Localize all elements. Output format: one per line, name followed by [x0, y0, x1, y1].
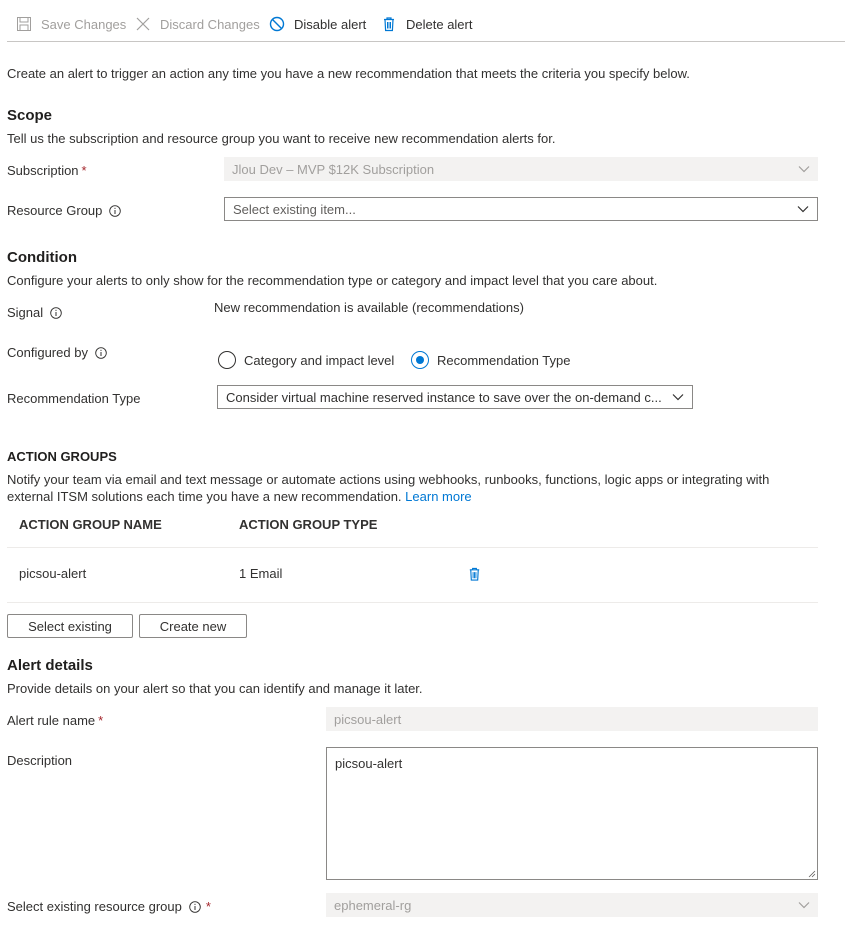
required-asterisk: *: [98, 713, 104, 728]
delete-alert-label: Delete alert: [406, 16, 473, 32]
alert-rule-name-label-text: Alert rule name: [7, 713, 96, 728]
info-icon[interactable]: [189, 901, 201, 913]
alert-rule-name-value: picsou-alert: [334, 711, 402, 727]
scope-heading: Scope: [7, 107, 53, 124]
radio-recommendation-type[interactable]: [411, 351, 570, 369]
select-resource-group-label: [7, 899, 211, 914]
action-groups-description: [7, 471, 837, 505]
subscription-value: Jlou Dev – MVP $12K Subscription: [232, 161, 435, 177]
radio-button-unchecked[interactable]: [218, 351, 236, 369]
action-group-type-cell: 1 Email: [239, 566, 283, 581]
scope-description: Tell us the subscription and resource group you want to receive new recommendation alerts for.: [7, 131, 556, 146]
subscription-label-text: Subscription: [7, 163, 79, 178]
discard-changes-label: Discard Changes: [160, 16, 260, 32]
info-icon[interactable]: [109, 205, 121, 217]
command-bar: [7, 8, 845, 42]
trash-icon[interactable]: [467, 566, 482, 582]
subscription-dropdown[interactable]: [224, 157, 818, 181]
chevron-down-icon: [798, 901, 810, 909]
select-resource-group-label-text: Select existing resource group: [7, 899, 182, 914]
resource-group-dropdown[interactable]: [224, 197, 818, 221]
disable-icon: [269, 16, 285, 32]
resource-group-label-text: Resource Group: [7, 203, 103, 218]
recommendation-type-label: Recommendation Type: [7, 391, 141, 406]
info-icon[interactable]: [95, 347, 107, 359]
chevron-down-icon: [797, 205, 809, 213]
recommendation-type-value: Consider virtual machine reserved instance to save over the on-demand c...: [226, 389, 662, 405]
table-row: [7, 548, 818, 602]
learn-more-link[interactable]: Learn more: [405, 489, 472, 504]
info-icon[interactable]: [50, 307, 62, 319]
resource-group-label: [7, 203, 121, 218]
description-label: Description: [7, 753, 73, 768]
save-changes-button[interactable]: [16, 14, 126, 34]
discard-changes-button[interactable]: [135, 14, 260, 34]
subscription-label: [7, 163, 87, 178]
condition-description: Configure your alerts to only show for the recommendation type or category and impact level that you care about.: [7, 273, 658, 288]
save-icon: [16, 16, 32, 32]
signal-label: [7, 305, 62, 320]
action-group-name-cell: picsou-alert: [19, 566, 87, 581]
trash-icon: [381, 16, 397, 32]
required-asterisk: *: [81, 163, 87, 178]
chevron-down-icon: [672, 393, 684, 401]
alert-details-description: Provide details on your alert so that you can identify and manage it later.: [7, 681, 423, 696]
signal-value: New recommendation is available (recommendations): [214, 300, 524, 315]
column-header-type: ACTION GROUP TYPE: [239, 517, 378, 532]
disable-alert-label: Disable alert: [294, 16, 367, 32]
table-divider: [7, 602, 818, 603]
signal-label-text: Signal: [7, 305, 44, 320]
condition-heading: Condition: [7, 249, 77, 266]
radio-button-checked[interactable]: [411, 351, 429, 369]
alert-rule-name-field[interactable]: [326, 707, 818, 731]
action-groups-desc-line1: Notify your team via email and text message or automate actions using webhooks, runbooks, functions, logic apps or integrating with: [7, 472, 770, 487]
action-groups-desc-line2: external ITSM solutions each time you have a new recommendation.: [7, 489, 402, 504]
select-existing-button[interactable]: Select existing: [7, 614, 133, 638]
alert-rule-name-label: [7, 713, 103, 728]
disable-alert-button[interactable]: [269, 14, 366, 34]
radio-type-label: Recommendation Type: [437, 352, 571, 368]
column-header-name: ACTION GROUP NAME: [19, 517, 162, 532]
create-new-button[interactable]: Create new: [139, 614, 247, 638]
resource-group-placeholder: Select existing item...: [233, 201, 356, 217]
intro-text: Create an alert to trigger an action any time you have a new recommendation that meets the criteria you specify below.: [7, 66, 690, 81]
resize-handle-icon[interactable]: [808, 870, 816, 878]
resource-group-select-value: ephemeral-rg: [334, 897, 412, 913]
configured-by-label-text: Configured by: [7, 345, 88, 360]
required-asterisk: *: [205, 899, 211, 914]
description-textarea[interactable]: [326, 747, 818, 880]
description-value: picsou-alert: [335, 756, 403, 771]
radio-category-label: Category and impact level: [244, 352, 395, 368]
resource-group-select-dropdown[interactable]: [326, 893, 818, 917]
alert-details-heading: Alert details: [7, 657, 93, 674]
save-changes-label: Save Changes: [41, 16, 127, 32]
close-icon: [135, 16, 151, 32]
recommendation-type-dropdown[interactable]: [217, 385, 693, 409]
radio-category-impact[interactable]: [218, 351, 394, 369]
chevron-down-icon: [798, 165, 810, 173]
delete-alert-button[interactable]: [381, 14, 472, 34]
configured-by-label: [7, 345, 107, 360]
action-groups-heading: ACTION GROUPS: [7, 449, 117, 464]
